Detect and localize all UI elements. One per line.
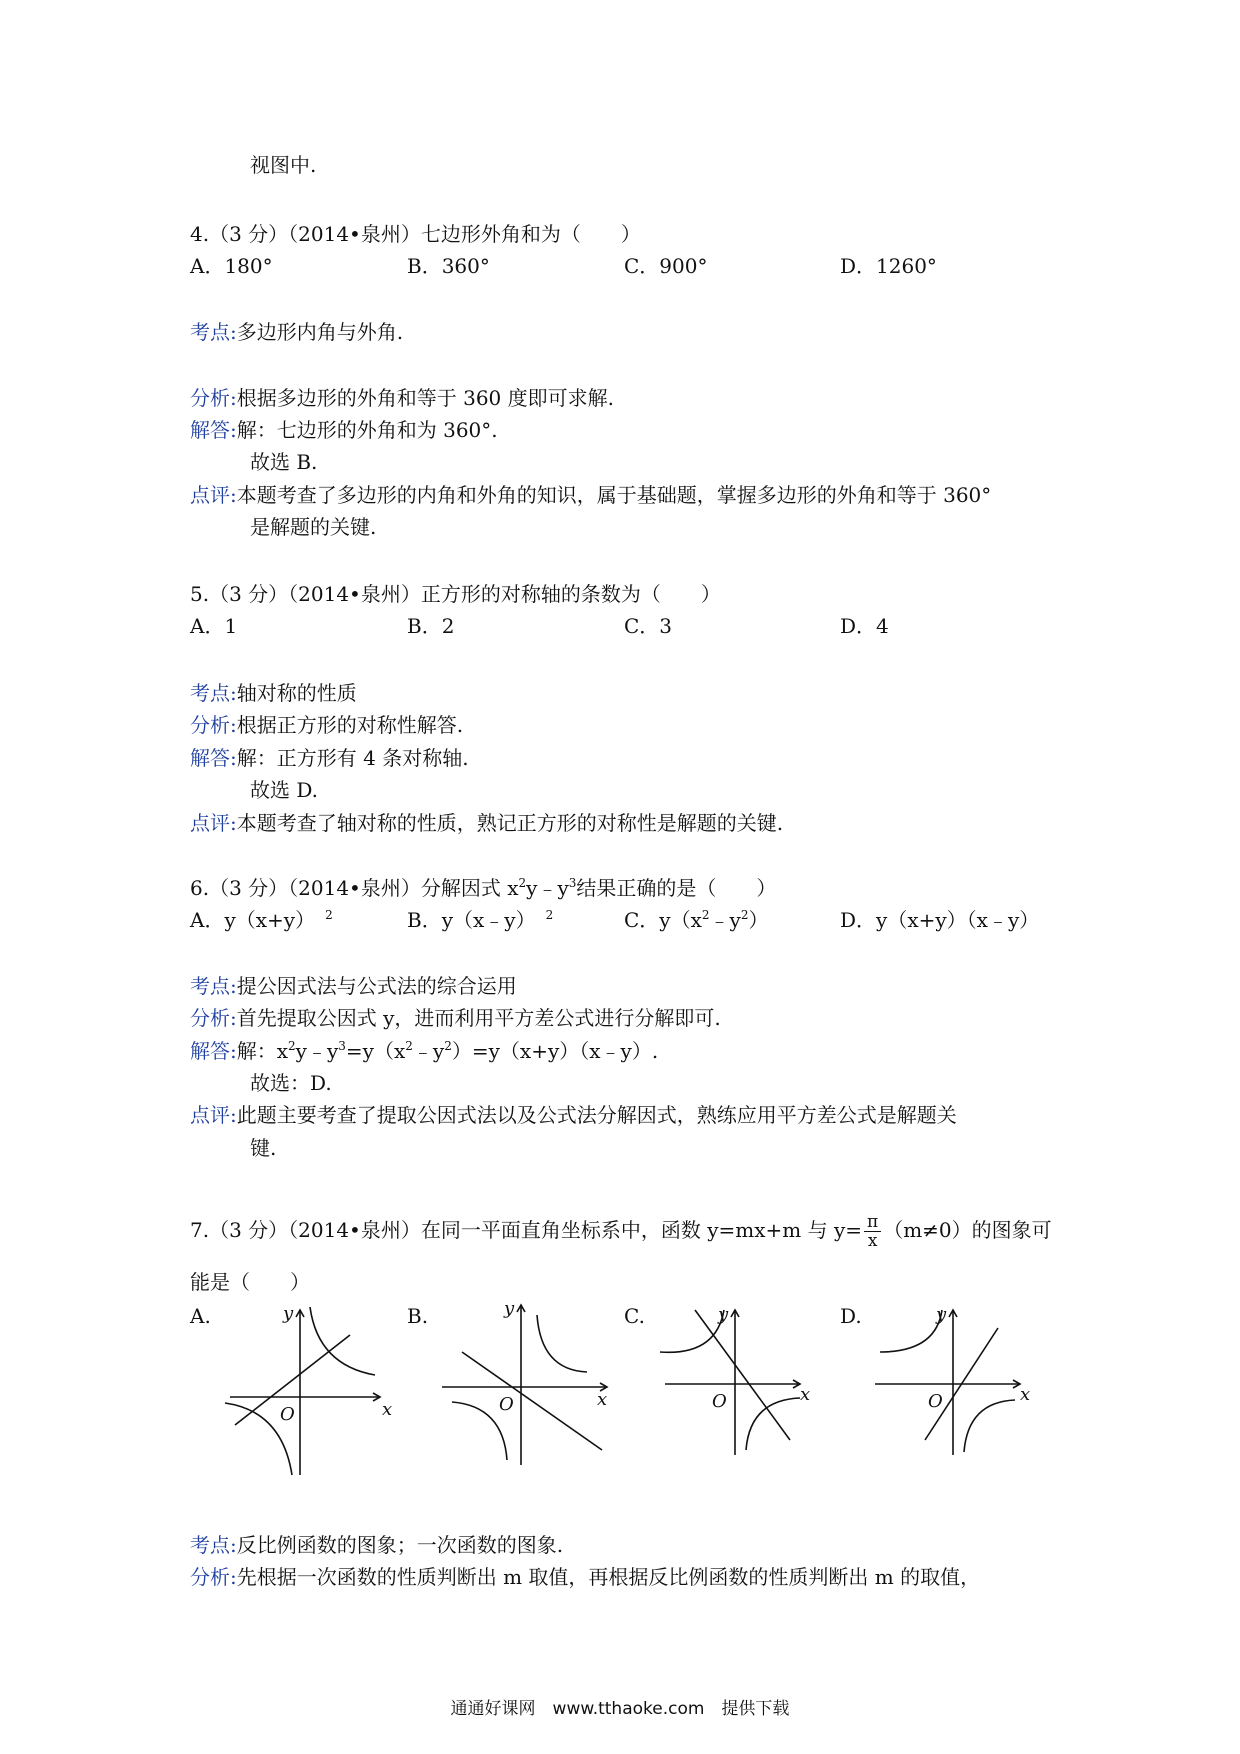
- q4-option-c: C．900°: [624, 254, 708, 278]
- dianping-text: 本题考查了多边形的内角和外角的知识，属于基础题，掌握多边形的外角和等于 360°: [236, 483, 992, 507]
- y-axis-label: y: [936, 1304, 947, 1325]
- q6-option-a: [190, 906, 333, 934]
- origin-label: O: [928, 1391, 943, 1412]
- q5-option-a: A．1: [190, 614, 238, 638]
- q6-jieda: [190, 1037, 658, 1065]
- kaodian-text: 提公因式法与公式法的综合运用: [236, 974, 517, 998]
- q5-option-d: D．4: [840, 614, 889, 638]
- y-axis-label: y: [283, 1303, 294, 1324]
- q6-option-c: [624, 906, 768, 934]
- continued-text: 视图中.: [250, 153, 317, 177]
- q4-dianping-cont: 是解题的关键.: [250, 515, 377, 539]
- q7-stem-part: （m≠0）的图象可: [883, 1218, 1052, 1242]
- jieda-label: 解答:: [190, 746, 237, 770]
- kaodian-label: 考点:: [190, 1533, 237, 1557]
- q6-fenxi: [190, 1004, 721, 1032]
- q7-option-c-letter: C.: [624, 1304, 645, 1328]
- q5-stem: 5.（3 分）（2014•泉州）正方形的对称轴的条数为（ ）: [190, 582, 721, 606]
- q4-option-a: A．180°: [190, 254, 273, 278]
- q7-option-a-letter: A.: [190, 1304, 211, 1328]
- kaodian-label: 考点:: [190, 681, 237, 705]
- y-axis-label: y: [718, 1304, 729, 1325]
- q5-fenxi: [190, 711, 463, 739]
- q7-kaodian: [190, 1531, 563, 1559]
- q6-option-b: [407, 906, 553, 934]
- q4-fenxi: [190, 384, 614, 412]
- q5-jieda: [190, 744, 469, 772]
- hyperbola-branch-2: [746, 1398, 800, 1450]
- fenxi-text: 首先提取公因式 y，进而利用平方差公式进行分解即可.: [236, 1006, 721, 1030]
- jieda-text: 解：七边形的外角和为 360°.: [236, 418, 498, 442]
- kaodian-label: 考点:: [190, 320, 237, 344]
- exponent: 2: [740, 908, 749, 922]
- exponent: 2: [545, 908, 554, 922]
- q6-stem-part: 结果正确的是（ ）: [576, 876, 777, 900]
- hyperbola-branch-1: [537, 1315, 587, 1372]
- exponent: 3: [568, 876, 577, 890]
- y-axis-label: y: [504, 1298, 515, 1319]
- q7-graph-d: [870, 1290, 1050, 1465]
- jieda-text: 解：正方形有 4 条对称轴.: [236, 746, 469, 770]
- q4-stem: 4.（3 分）（2014•泉州）七边形外角和为（ ）: [190, 222, 641, 246]
- kaodian-text: 反比例函数的图象；一次函数的图象.: [236, 1533, 564, 1557]
- fraction: [864, 1213, 881, 1250]
- fenxi-label: 分析:: [190, 713, 237, 737]
- q6-dianping-cont: 键.: [250, 1136, 277, 1160]
- kaodian-label: 考点:: [190, 974, 237, 998]
- jieda-text: ﹣y: [412, 1039, 445, 1063]
- hyperbola-branch-1: [880, 1310, 942, 1352]
- q7-option-b-letter: B.: [407, 1304, 429, 1328]
- q7-stem: [190, 1210, 1052, 1250]
- q6-stem: [190, 874, 776, 902]
- option-text: ）: [748, 908, 769, 932]
- q7-option-d-letter: D.: [840, 1304, 862, 1328]
- q6-answer: 故选：D.: [250, 1071, 332, 1095]
- hyperbola-branch-1: [660, 1310, 724, 1352]
- q4-kaodian: [190, 318, 403, 346]
- fenxi-label: 分析:: [190, 1006, 237, 1030]
- x-axis-label: x: [382, 1399, 393, 1420]
- line-graph: [462, 1352, 602, 1450]
- fenxi-label: 分析:: [190, 386, 237, 410]
- option-text: A．y（x+y）: [190, 908, 316, 932]
- dianping-label: 点评:: [190, 811, 237, 835]
- fraction-numerator: π: [864, 1213, 881, 1232]
- q7-stem-part: 7.（3 分）（2014•泉州）在同一平面直角坐标系中，函数 y=mx+m 与 y=: [190, 1218, 863, 1242]
- q4-answer: 故选 B.: [250, 450, 318, 474]
- fenxi-text: 先根据一次函数的性质判断出 m 取值，再根据反比例函数的性质判断出 m 的取值，: [236, 1565, 981, 1589]
- line-graph: [695, 1310, 790, 1440]
- q6-option-d: D．y（x+y）（x﹣y）: [840, 908, 1040, 932]
- exponent: 2: [701, 908, 710, 922]
- q4-option-b: B．360°: [407, 254, 490, 278]
- exponent: 2: [444, 1039, 452, 1053]
- exponent: 2: [518, 876, 527, 890]
- fenxi-text: 根据多边形的外角和等于 360 度即可求解.: [236, 386, 614, 410]
- q6-stem-part: y﹣y: [526, 876, 569, 900]
- jieda-text: =y（x: [345, 1039, 406, 1063]
- exponent: 2: [325, 908, 333, 922]
- x-axis-label: x: [597, 1389, 608, 1410]
- q4-dianping: [190, 481, 991, 509]
- q7-stem-line2: 能是（ ）: [190, 1270, 310, 1294]
- origin-label: O: [499, 1394, 514, 1415]
- option-text: ﹣y: [709, 908, 741, 932]
- q7-graph-a: [220, 1295, 400, 1480]
- x-axis-label: x: [1020, 1384, 1031, 1405]
- q7-graph-c: [650, 1290, 830, 1465]
- dianping-label: 点评:: [190, 1103, 237, 1127]
- option-text: B．y（x﹣y）: [407, 908, 536, 932]
- q5-option-c: C．3: [624, 614, 673, 638]
- exponent: 2: [405, 1039, 413, 1053]
- option-text: C．y（x: [624, 908, 702, 932]
- jieda-text: 解：x: [236, 1039, 289, 1063]
- q4-option-d: D．1260°: [840, 254, 937, 278]
- dianping-label: 点评:: [190, 483, 237, 507]
- kaodian-text: 轴对称的性质: [236, 681, 357, 705]
- q5-kaodian: [190, 679, 357, 707]
- kaodian-text: 多边形内角与外角.: [236, 320, 404, 344]
- jieda-label: 解答:: [190, 1039, 237, 1063]
- jieda-text: y﹣y: [295, 1039, 339, 1063]
- q5-option-b: B．2: [407, 614, 455, 638]
- q6-stem-part: 6.（3 分）（2014•泉州）分解因式 x: [190, 876, 519, 900]
- hyperbola-branch-2: [964, 1400, 1015, 1452]
- origin-label: O: [712, 1391, 727, 1412]
- exponent: 3: [338, 1039, 346, 1053]
- q6-kaodian: [190, 972, 517, 1000]
- q7-fenxi: [190, 1563, 980, 1591]
- jieda-label: 解答:: [190, 418, 237, 442]
- q7-graph-b: [437, 1290, 617, 1475]
- dianping-text: 此题主要考查了提取公因式法以及公式法分解因式，熟练应用平方差公式是解题关: [236, 1103, 957, 1127]
- dianping-text: 本题考查了轴对称的性质，熟记正方形的对称性是解题的关键.: [236, 811, 784, 835]
- q5-answer: 故选 D.: [250, 778, 319, 802]
- fenxi-label: 分析:: [190, 1565, 237, 1589]
- q5-dianping: [190, 809, 783, 837]
- footer-credit: 通通好课网 www.tthaoke.com 提供下载: [450, 1699, 790, 1719]
- x-axis-label: x: [800, 1384, 811, 1405]
- q4-jieda: [190, 416, 498, 444]
- origin-label: O: [280, 1404, 295, 1425]
- fraction-denominator: x: [867, 1231, 878, 1251]
- fenxi-text: 根据正方形的对称性解答.: [236, 713, 464, 737]
- exponent: 2: [288, 1039, 296, 1053]
- jieda-text: ）=y（x+y）（x﹣y）.: [451, 1039, 659, 1063]
- q6-dianping: [190, 1101, 957, 1129]
